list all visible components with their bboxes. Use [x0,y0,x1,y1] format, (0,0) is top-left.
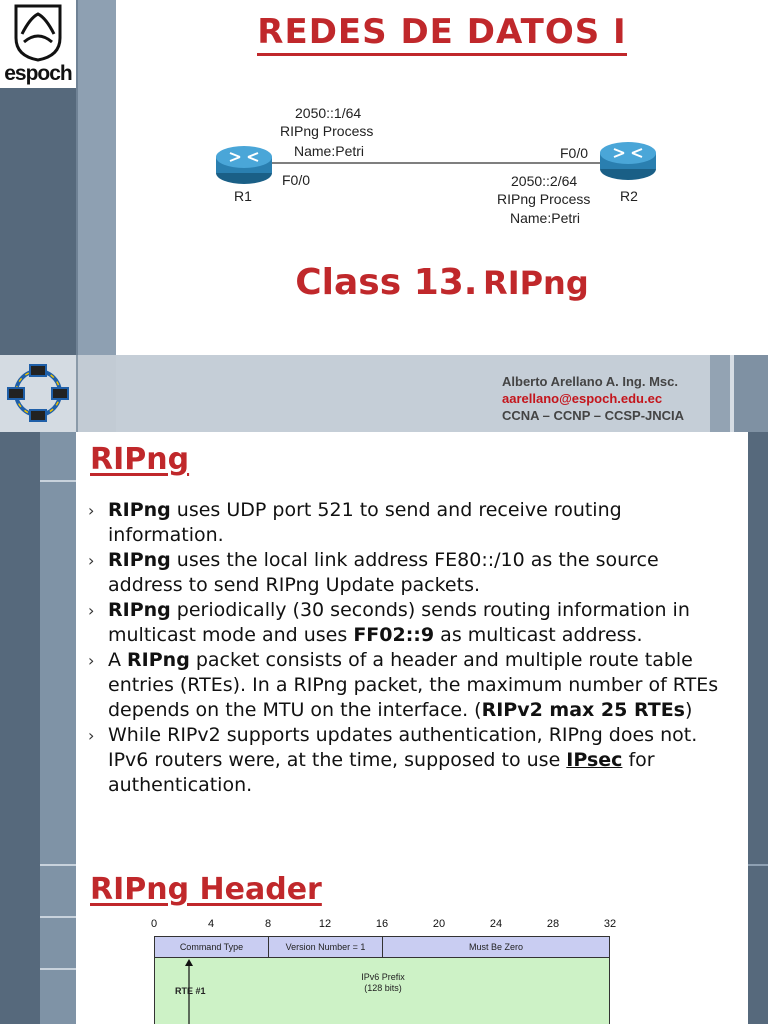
ipsec-link: IPsec [566,749,623,771]
r1-interface: F0/0 [282,172,311,188]
bit-label: 24 [489,918,503,930]
bullet-list [88,498,738,798]
bit-label: 8 [264,918,272,930]
section-title-ripng: RIPng [90,442,190,477]
author-email[interactable]: aarellano@espoch.edu.ec [502,391,663,406]
banner-stripe [76,355,116,432]
author-banner [0,355,768,432]
r1-address: 2050::1/64 [295,105,362,121]
author-certifications: CCNA – CCNP – CCSP-JNCIA [502,408,685,423]
bit-label: 16 [375,918,389,930]
r2-address: 2050::2/64 [511,173,578,189]
bit-label: 20 [432,918,446,930]
bullet-marker: › [88,551,95,570]
right-decor-bar [748,432,768,1024]
bullet-marker: › [88,601,95,620]
list-item: › RIPng uses UDP port 521 to send and receive routing information. [88,499,622,546]
list-item: › RIPng periodically (30 seconds) sends routing information in multicast mode and uses FF02::9 as multicast address. [88,599,690,646]
class-title [116,262,768,303]
title-slide [0,0,768,355]
r1-process: RIPng Process [280,123,374,139]
bullet-marker: › [88,501,95,520]
version-field: Version Number = 1 [269,937,383,957]
network-logo [0,355,76,432]
list-item: › A RIPng packet consists of a header and multiple route table entries (RTEs). In a RIPng packet, the maximum number of RTEs depends on the MTU on the interface. (RIPv2 max 25 RTEs) [88,649,719,721]
author-credits [502,373,684,424]
left-decor-bar [0,432,40,1024]
r2-interface: F0/0 [560,145,589,161]
section-title-header: RIPng Header [90,872,322,907]
decor-line [748,864,768,866]
ripng-header-diagram [140,918,620,1024]
r2-process: RIPng Process [497,191,591,207]
router-r1-icon [216,146,272,184]
decor-line [40,968,76,970]
command-type-field: Command Type [155,937,269,957]
rte-label: RTE #1 [175,986,206,996]
bit-label: 28 [546,918,560,930]
must-be-zero-field: Must Be Zero [468,942,524,952]
rte-entry [154,958,610,1024]
decor-line [40,916,76,918]
network-ring-icon [0,355,76,432]
bit-label: 0 [150,918,158,930]
banner-decor-1 [710,355,730,432]
bit-label: 4 [207,918,215,930]
r2-name: Name:Petri [510,210,581,226]
decor-line [40,480,76,482]
r2-label: R2 [620,188,638,204]
bit-label: 12 [318,918,332,930]
bullet-marker: › [88,651,95,670]
left-decor-bar [0,88,76,355]
list-item: › While RIPv2 supports updates authentication, RIPng does not. IPv6 routers were, at the time, supposed to use IPsec for authentication. [88,724,698,796]
crest-icon [0,0,76,62]
bit-label: 32 [603,918,617,930]
class-number: Class 13. [295,262,478,303]
content-slide [0,432,768,1024]
network-topology [200,95,680,235]
r1-name: Name:Petri [294,143,365,159]
r1-label: R1 [234,188,252,204]
ipv6-prefix-label: IPv6 Prefix (128 bits) [361,972,405,993]
espoch-logo [0,0,76,88]
left-decor-stripe [40,432,76,1024]
decor-line [40,864,76,866]
left-decor-stripe [76,0,116,355]
class-topic: RIPng [483,264,589,302]
bullet-marker: › [88,726,95,745]
banner-decor-2 [730,355,768,432]
author-name: Alberto Arellano A. Ing. Msc. [502,374,679,389]
course-title: REDES DE DATOS I [116,12,768,52]
logo-text: espoch [4,62,72,85]
header-first-row [154,936,610,958]
router-r2-icon [600,142,656,180]
list-item: › RIPng uses the local link address FE80::/10 as the source address to send RIPng Update packets. [88,549,659,596]
